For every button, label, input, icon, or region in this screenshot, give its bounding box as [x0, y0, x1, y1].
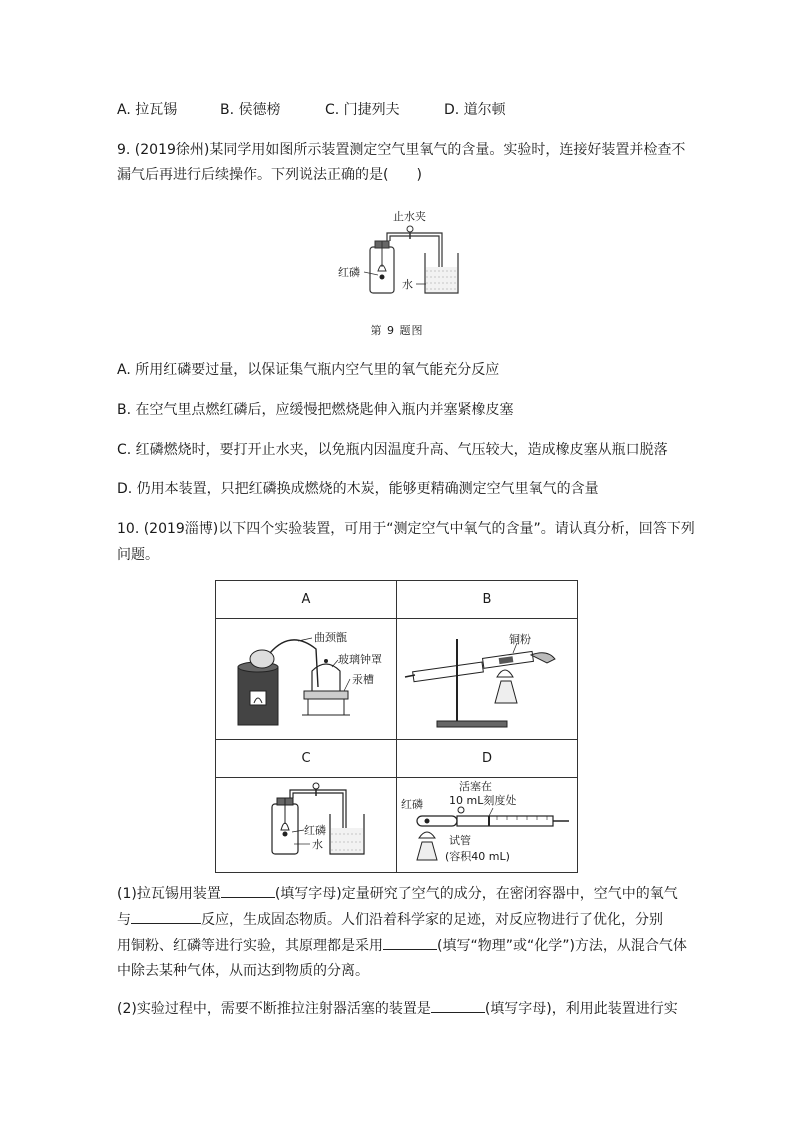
- q10-part1-line1: [117, 883, 678, 904]
- q9-figure-caption: 第 9 题图: [370, 324, 424, 337]
- label-bell-jar: 玻璃钟罩: [338, 653, 382, 666]
- label-retort: 曲颈甑: [314, 631, 347, 644]
- q10-apparatus-table: [215, 580, 578, 873]
- label-d-test-tube-1: 试管: [449, 834, 471, 847]
- label-d-piston-1: 活塞在: [459, 780, 492, 793]
- q8-option-a: A. 拉瓦锡: [117, 102, 178, 118]
- q9-stem-line2: 漏气后再进行后续操作。下列说法正确的是( ): [117, 167, 422, 183]
- q10-part1-text-2b: 反应，生成固态物质。人们沿着科学家的足迹，对反应物进行了优化，分别: [201, 912, 663, 928]
- q10-stem-line1: 10. (2019淄博)以下四个实验装置，可用于“测定空气中氧气的含量”。请认真分析，回答下列: [117, 521, 695, 537]
- label-copper-powder: 铜粉: [509, 633, 531, 646]
- q9-label-water: 水: [402, 278, 413, 291]
- q9-label-phosphorus: 红磷: [338, 266, 360, 279]
- q10-part1-text-1a: (1)拉瓦锡用装置: [117, 886, 221, 902]
- q9-stem-line1: 9. (2019徐州)某同学用如图所示装置测定空气里氧气的含量。实验时，连接好装置并检查不: [117, 142, 686, 158]
- table-header-c: C: [216, 740, 397, 778]
- cell-apparatus-b: [397, 619, 578, 740]
- answer-blank-4[interactable]: [431, 998, 485, 1013]
- label-c-water: 水: [312, 838, 323, 851]
- answer-blank-3[interactable]: [383, 935, 437, 950]
- q9-figure: [330, 205, 470, 310]
- q10-part1-text-2a: 与: [117, 912, 131, 928]
- table-header-d: D: [397, 740, 578, 778]
- table-header-a: A: [216, 581, 397, 619]
- q8-option-b: B. 侯德榜: [220, 102, 281, 118]
- q10-stem-line2: 问题。: [117, 547, 159, 563]
- label-d-test-tube-2: (容积40 mL): [445, 850, 510, 863]
- q9-option-a: A. 所用红磷要过量，以保证集气瓶内空气里的氧气能充分反应: [117, 362, 500, 378]
- apparatus-b-drawing: [397, 619, 577, 739]
- answer-blank-1[interactable]: [221, 883, 275, 898]
- q10-part1-text-3b: (填写“物理”或“化学”)方法，从混合气体: [437, 938, 687, 954]
- q10-part1-text-1b: (填写字母)定量研究了空气的成分，在密闭容器中，空气中的氧气: [274, 886, 678, 902]
- answer-blank-2[interactable]: [131, 909, 201, 924]
- q10-part2-text-1a: (2)实验过程中，需要不断推拉注射器活塞的装置是: [117, 1001, 431, 1017]
- q10-part1-line3: [117, 935, 687, 956]
- q10-part2-line1: [117, 998, 678, 1019]
- q9-label-clamp: 止水夹: [393, 210, 426, 223]
- label-c-phosphorus: 红磷: [304, 824, 326, 837]
- q10-part1-line4: 中除去某种气体，从而达到物质的分离。: [117, 963, 369, 979]
- table-header-b: B: [397, 581, 578, 619]
- q8-option-d: D. 道尔顿: [444, 102, 506, 118]
- label-mercury-trough: 汞槽: [352, 673, 374, 686]
- cell-apparatus-d: [397, 778, 578, 873]
- q9-option-c: C. 红磷燃烧时，要打开止水夹，以免瓶内因温度升高、气压较大，造成橡皮塞从瓶口脱落: [117, 442, 668, 458]
- q10-part2-text-1b: (填写字母)，利用此装置进行实: [484, 1001, 678, 1017]
- q9-option-b: B. 在空气里点燃红磷后，应缓慢把燃烧匙伸入瓶内并塞紧橡皮塞: [117, 402, 514, 418]
- q8-option-c: C. 门捷列夫: [325, 102, 400, 118]
- label-d-piston-2: 10 mL刻度处: [449, 794, 517, 807]
- label-d-phosphorus: 红磷: [401, 798, 423, 811]
- q10-part1-line2: [117, 909, 663, 930]
- q9-option-d: D. 仍用本装置，只把红磷换成燃烧的木炭，能够更精确测定空气里氧气的含量: [117, 481, 599, 497]
- cell-apparatus-c: [216, 778, 397, 873]
- q10-part1-text-3a: 用铜粉、红磷等进行实验，其原理都是采用: [117, 938, 383, 954]
- cell-apparatus-a: [216, 619, 397, 740]
